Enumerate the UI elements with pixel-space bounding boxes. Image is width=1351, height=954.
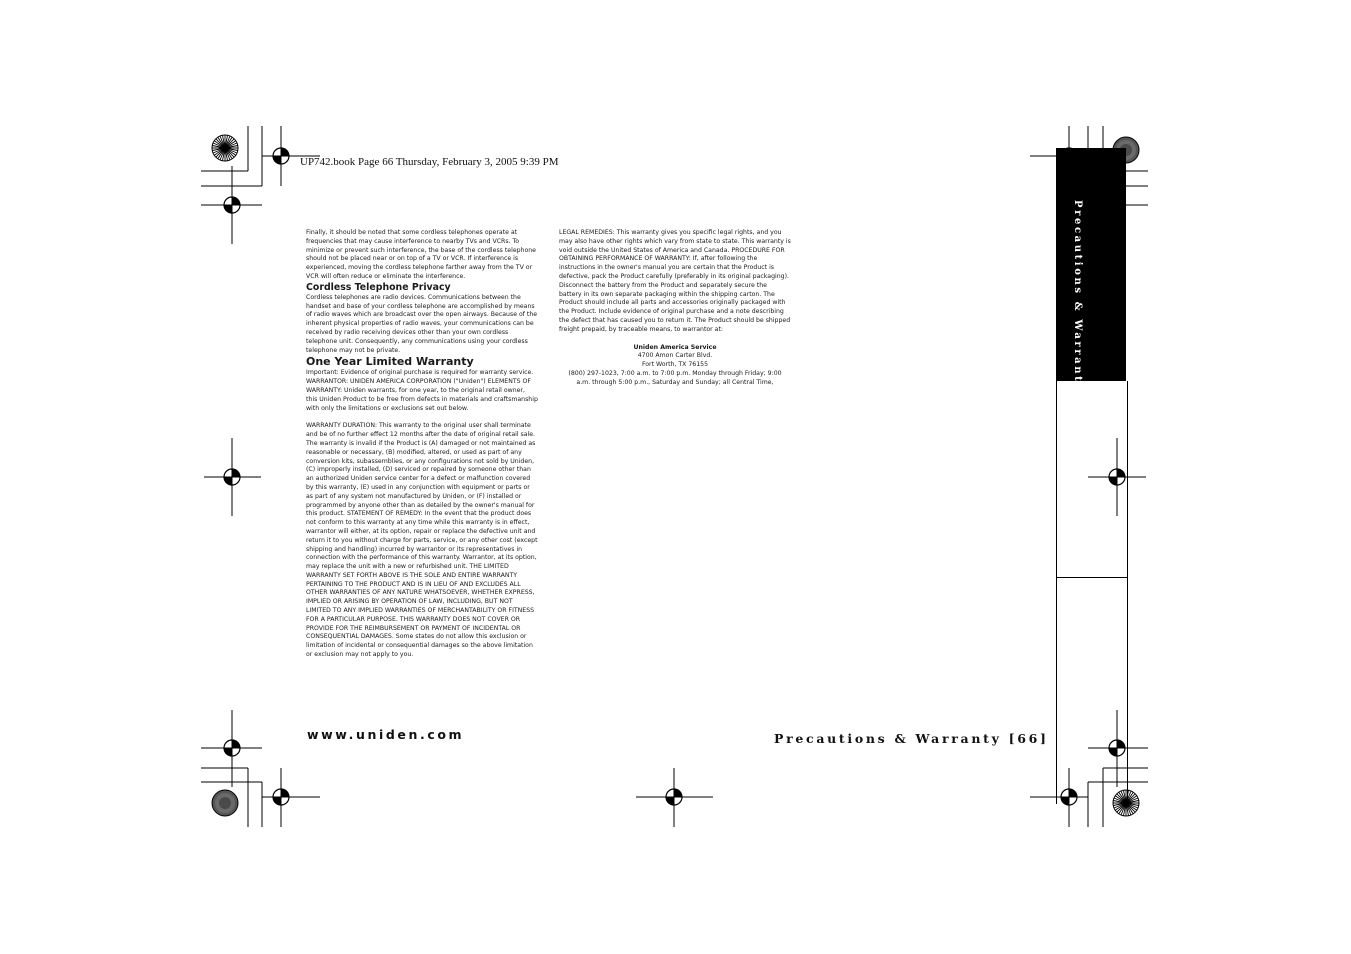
service-center-name: Uniden America Service (633, 343, 717, 351)
legal-remedies-paragraph: LEGAL REMEDIES: This warranty gives you specific legal rights, and you may also have other rights which vary from state to state. This warranty is void outside the United States of America and Canada. PROCEDURE FOR OBTAINING PERFORMANCE OF WARRANTY: If, after following the instructions in the owner's manual you are certain that the Product is defective, pack the Product carefully (preferably in its original packaging). Disconnect the battery from the Product and separately secure the battery in its own separate packaging within the shipping carton. The Product should include all parts and accessories originally packaged with the Product. Include evidence of original purchase and a note describing the defect that has caused you to return it. The Product should be shipped freight prepaid, by traceable means, to warrantor at: (559, 229, 791, 333)
interference-paragraph: Finally, it should be noted that some cordless telephones operate at frequencies that may cause interference to nearby TVs and VCRs. To minimize or prevent such interference, the base of the cordless telephone should not be placed near or on top of a TV or VCR. If interference is experienced, moving the cordless telephone farther away from the TV or VCR will often reduce or eliminate the interference. (306, 229, 536, 280)
section-tab (1056, 148, 1126, 392)
text-column-right (559, 229, 791, 388)
duration-paragraph: WARRANTY DURATION: This warranty to the original user shall terminate and be of no further effect 12 months after the date of original retail sale. The warranty is invalid if the Product is (A) damaged or not maintained as reasonable or necessary, (B) modified, altered, or used as part of any conversion kits, subassemblies, or any configurations not sold by Uniden, (C) improperly installed, (D) serviced or repaired by someone other than an authorized Uniden service center for a defect or malfunction covered by this warranty, (E) used in any conjunction with equipment or parts or as part of any system not manufactured by Uniden, or (F) installed or programmed by anyone other than as detailed by the owner's manual for this product. STATEMENT OF REMEDY: In the event that the product does not conform to this warranty at any time while this warranty is in effect, warrantor will either, at its option, repair or replace the defective unit and return it to you without charge for parts, service, or any other cost (except shipping and handling) incurred by warrantor or its representatives in connection with the performance of this warranty. Warrantor, at its option, may replace the unit with a new or refurbished unit. THE LIMITED WARRANTY SET FORTH ABOVE IS THE SOLE AND ENTIRE WARRANTY PERTAINING TO THE PRODUCT AND IS IN LIEU OF AND EXCLUDES ALL OTHER WARRANTIES OF ANY NATURE WHATSOEVER, WHETHER EXPRESS, IMPLIED OR ARISING BY OPERATION OF LAW, INCLUDING, BUT NOT LIMITED TO ANY IMPLIED WARRANTIES OF MERCHANTABILITY OR FITNESS FOR A PARTICULAR PURPOSE. THIS WARRANTY DOES NOT COVER OR PROVIDE FOR THE REIMBURSEMENT OR PAYMENT OF INCIDENTAL OR CONSEQUENTIAL DAMAGES. Some states do not allow this exclusion or limitation of incidental or consequential damages so the above limitation or exclusion may not apply to you. (306, 422, 538, 659)
website-footer: www.uniden.com (307, 727, 465, 742)
thumb-tab-box-2 (1056, 578, 1128, 804)
privacy-paragraph: Cordless telephones are radio devices. Communications between the handset and base of your cordless telephone are accomplished by means of radio waves which are broadcast over the open airways. Because of the inherent physical properties of radio waves, your communications can be received by radio receiving devices other than your own cordless telephone unit. Consequently, any communications using your cordless telephone may not be private. (306, 293, 538, 354)
service-address-line-1: 4700 Amon Carter Blvd. (637, 352, 713, 360)
service-address-line-2: Fort Worth, TX 76155 (641, 361, 709, 369)
text-column-left (306, 229, 538, 660)
section-tab-label: Precautions & Warranty (1072, 200, 1083, 392)
warrantor-paragraph: WARRANTOR: UNIDEN AMERICA CORPORATION ("Uniden") ELEMENTS OF WARRANTY: Uniden warrants, for one year, to the original retail owner, this Uniden Product to be free from defects in materials and craftsmanship with only the limitations or exclusions set out below. (306, 378, 538, 412)
service-hours-line-1: (800) 297-1023, 7:00 a.m. to 7:00 p.m. Monday through Friday; 9:00 (568, 369, 782, 377)
privacy-heading: Cordless Telephone Privacy (306, 281, 451, 293)
warranty-heading: One Year Limited Warranty (306, 355, 474, 369)
thumb-tab-box-1 (1056, 381, 1128, 578)
important-paragraph: Important: Evidence of original purchase is required for warranty service. (306, 369, 534, 377)
slug-line: UP742.book Page 66 Thursday, February 3, 2005 9:39 PM (300, 156, 559, 168)
page-footer: Precautions & Warranty [66] (774, 731, 1049, 746)
service-hours-line-2: a.m. through 5:00 p.m., Saturday and Sunday; all Central Time, (576, 378, 774, 386)
